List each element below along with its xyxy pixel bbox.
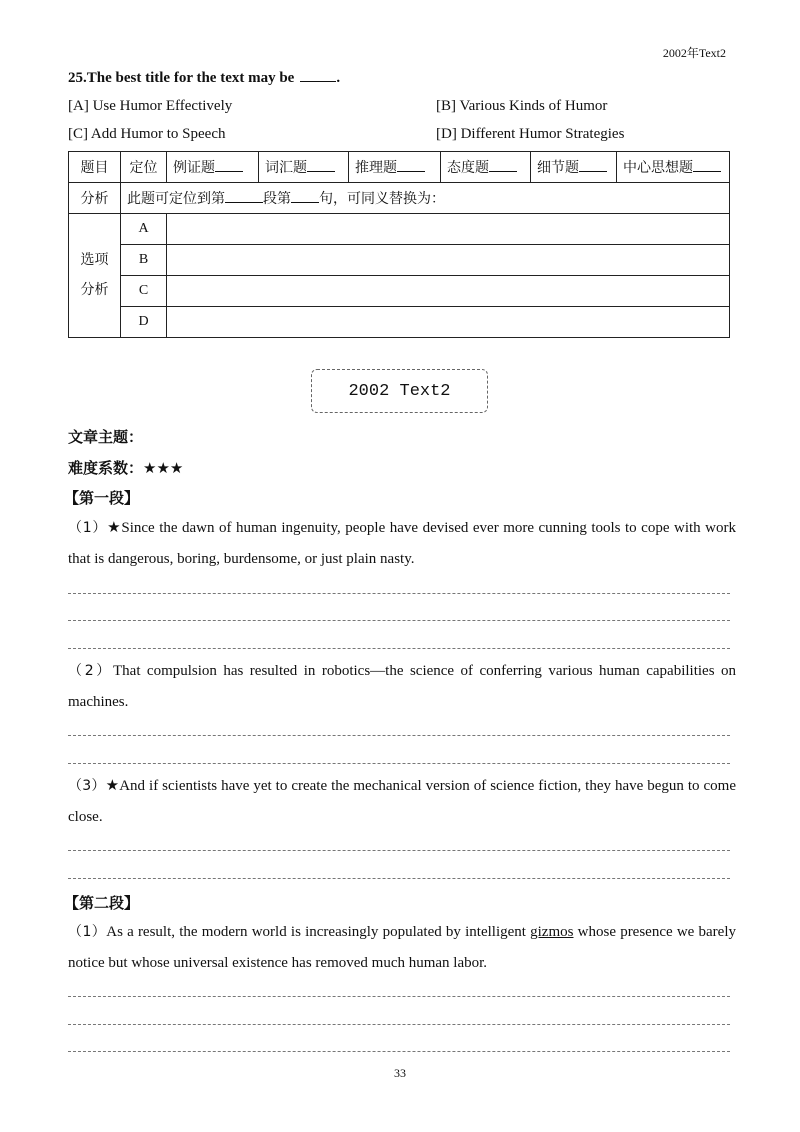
- type-detail: [531, 152, 617, 183]
- type-blank: [489, 160, 517, 172]
- note-line[interactable]: [68, 850, 730, 851]
- note-line[interactable]: [68, 620, 730, 621]
- type-example-label: 例证题: [173, 161, 215, 176]
- letter-d: D: [121, 307, 167, 338]
- row-label-question: 题目: [69, 152, 121, 183]
- note-line[interactable]: [68, 996, 730, 997]
- type-main-idea: [617, 152, 730, 183]
- sentence-2-1: [68, 917, 736, 979]
- question-title-text: 25.The best title for the text may be: [68, 70, 295, 86]
- sentence-blank: [291, 191, 319, 203]
- note-line[interactable]: [68, 593, 730, 594]
- sentence-text-a: As a result, the modern world is increasingly populated by intelligent: [106, 924, 531, 940]
- answer-blank: [300, 70, 336, 82]
- answer-cell-d[interactable]: [167, 307, 730, 338]
- type-blank: [693, 160, 721, 172]
- sentence-text: ★Since the dawn of human ingenuity, people have devised ever more cunning tools to cope with work that is dangerous, boring, burdensome, or just plain nasty.: [68, 520, 736, 567]
- article-theme: 文章主题：: [68, 428, 144, 446]
- type-blank: [215, 160, 243, 172]
- type-blank: [307, 160, 335, 172]
- answer-cell-a[interactable]: [167, 214, 730, 245]
- table-row: [69, 152, 730, 183]
- table-row: [69, 276, 730, 307]
- type-inference-label: 推理题: [355, 161, 397, 176]
- note-line[interactable]: [68, 1051, 730, 1052]
- paragraph-blank: [225, 191, 263, 203]
- type-vocab-label: 词汇题: [265, 161, 307, 176]
- option-d: [D] Different Humor Strategies: [436, 126, 625, 142]
- option-a: [A] Use Humor Effectively: [68, 98, 233, 114]
- page-number: 33: [394, 1066, 406, 1080]
- segment-heading-2: 【第二段】: [64, 894, 140, 912]
- type-blank: [397, 160, 425, 172]
- answer-cell-c[interactable]: [167, 276, 730, 307]
- question-title-end: .: [336, 70, 341, 86]
- note-line[interactable]: [68, 878, 730, 879]
- segment-heading-1: 【第一段】: [64, 489, 140, 507]
- table-row: [69, 245, 730, 276]
- type-vocab: [259, 152, 349, 183]
- letter-c: C: [121, 276, 167, 307]
- sentence-1-1: [68, 513, 736, 575]
- option-b: [B] Various Kinds of Humor: [436, 98, 608, 114]
- type-locate: 定位: [121, 152, 167, 183]
- sentence-number: （3）: [68, 778, 106, 794]
- option-analysis-label-2: 分析: [80, 282, 109, 298]
- locate-text-3: 句，可同义替换为：: [319, 192, 445, 207]
- note-line[interactable]: [68, 763, 730, 764]
- sentence-text: ★And if scientists have yet to create the mechanical version of science fiction, they have begun to come close.: [68, 778, 736, 825]
- letter-a: A: [121, 214, 167, 245]
- type-main-idea-label: 中心思想题: [623, 161, 693, 176]
- note-line[interactable]: [68, 735, 730, 736]
- type-detail-label: 细节题: [537, 161, 579, 176]
- table-row: [69, 307, 730, 338]
- type-blank: [579, 160, 607, 172]
- text-title-box: 2002 Text2: [311, 369, 488, 413]
- sentence-1-2: [68, 656, 736, 718]
- row-label-analysis: 分析: [69, 183, 121, 214]
- locate-text-1: 此题可定位到第: [127, 192, 225, 207]
- question-title: [68, 70, 340, 87]
- sentence-1-3: [68, 771, 736, 833]
- sentence-number: （1）: [68, 924, 107, 940]
- vocab-underline: gizmos: [530, 924, 574, 940]
- sentence-text-c: whose presence we barely notice but whose universal existence has removed much human labor.: [68, 924, 736, 971]
- note-line[interactable]: [68, 1024, 730, 1025]
- type-example: [167, 152, 259, 183]
- type-attitude-label: 态度题: [447, 161, 489, 176]
- option-c: [C] Add Humor to Speech: [68, 126, 226, 142]
- sentence-number: （2）: [68, 663, 113, 679]
- answer-cell-b[interactable]: [167, 245, 730, 276]
- locate-text-2: 段第: [263, 192, 291, 207]
- header-tag: 2002年Text2: [662, 46, 726, 60]
- sentence-number: （1）: [68, 520, 108, 536]
- difficulty-rating: 难度系数：★★★: [68, 459, 184, 477]
- table-row: [69, 214, 730, 245]
- note-line[interactable]: [68, 648, 730, 649]
- option-analysis-label: [69, 214, 121, 338]
- letter-b: B: [121, 245, 167, 276]
- option-analysis-label-1: 选项: [80, 252, 109, 268]
- type-inference: [349, 152, 441, 183]
- analysis-table: [68, 151, 730, 338]
- type-attitude: [441, 152, 531, 183]
- locate-cell: [121, 183, 730, 214]
- table-row: [69, 183, 730, 214]
- sentence-text: That compulsion has resulted in robotics—the science of conferring various human capabilities on machines.: [68, 663, 736, 710]
